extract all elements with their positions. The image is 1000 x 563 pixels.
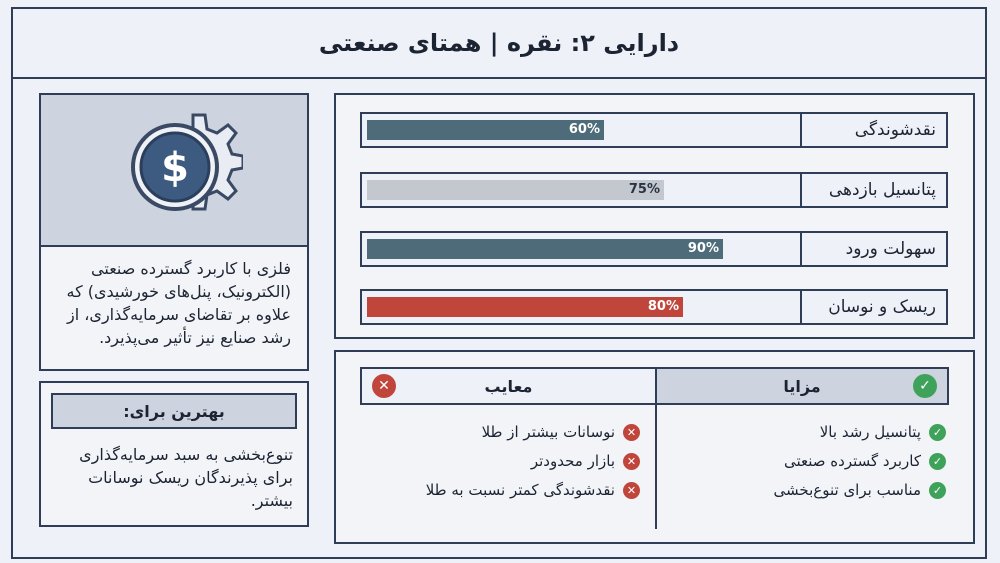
cons-item-text: نوسانات بیشتر از طلا [481,423,615,441]
cons-item [482,423,640,441]
pros-item [784,452,946,470]
metric-row [360,172,948,208]
metric-row [360,112,948,148]
metric-bar-fill [367,297,683,317]
page-title: دارایی ۲: نقره | همتای صنعتی [318,29,680,57]
description-line: علاوه بر تقاضای سرمایه‌گذاری، از [67,305,291,324]
metric-bar-track [360,112,802,148]
metric-label: سهولت ورود [845,239,936,259]
metric-label-box [802,112,948,148]
metric-label-box [802,231,948,267]
metric-percent: 75% [628,182,660,197]
pros-item [820,423,946,441]
close-icon: ✕ [372,374,396,398]
metric-percent: 80% [647,299,679,314]
description-line: (الکترونیک، پنل‌های خورشیدی) که [66,282,291,301]
pros-title: مزایا [783,376,821,396]
cons-item [531,452,640,470]
close-icon: ✕ [623,482,640,499]
check-icon: ✓ [929,453,946,470]
best-for-line: تنوع‌بخشی به سبد سرمایه‌گذاری [79,445,293,464]
pros-item-text: مناسب برای تنوع‌بخشی [773,481,921,499]
cons-header [360,367,657,405]
check-icon: ✓ [929,424,946,441]
best-for-line: برای پذیرندگان ریسک نوسانات [88,468,293,487]
best-for-title: بهترین برای: [123,401,225,421]
best-for-panel [39,381,309,527]
check-icon: ✓ [913,374,937,398]
metric-percent: 60% [568,122,600,137]
metric-percent: 90% [687,241,719,256]
metric-bar-track [360,289,802,325]
metric-bar-fill [367,239,723,259]
metric-bar-fill [367,180,664,200]
description-text [51,257,291,349]
cons-item-text: بازار محدودتر [530,452,615,470]
metric-bar-fill [367,120,604,140]
metric-row [360,231,948,267]
metric-label: پتانسیل بازدهی [828,180,936,200]
pros-item-text: کاربرد گسترده صنعتی [783,452,921,470]
check-icon: ✓ [929,482,946,499]
best-for-line: بیشتر. [250,491,293,510]
metric-label-box [802,289,948,325]
header [13,9,985,79]
cons-item [426,481,640,499]
pros-header [655,367,949,405]
cons-item-text: نقدشوندگی کمتر نسبت به طلا [425,481,615,499]
metric-bar-track [360,231,802,267]
cons-title: معایب [484,376,533,396]
metric-label: نقدشوندگی [854,120,936,140]
best-for-text [53,443,293,512]
close-icon: ✕ [623,453,640,470]
svg-text:$: $ [161,145,189,191]
gear-dollar-icon [113,105,243,235]
metric-label-box [802,172,948,208]
description-line: فلزی با کاربرد گسترده صنعتی [91,259,291,278]
pros-item-text: پتانسیل رشد بالا [819,423,921,441]
pros-item [774,481,946,499]
metric-bar-track [360,172,802,208]
description-panel [39,93,309,371]
close-icon: ✕ [623,424,640,441]
icon-area [41,95,307,247]
description-line: رشد صنایع نیز تأثیر می‌پذیرد. [99,328,291,347]
metric-label: ریسک و نوسان [828,297,936,317]
metric-row [360,289,948,325]
best-for-title-box [51,393,297,429]
